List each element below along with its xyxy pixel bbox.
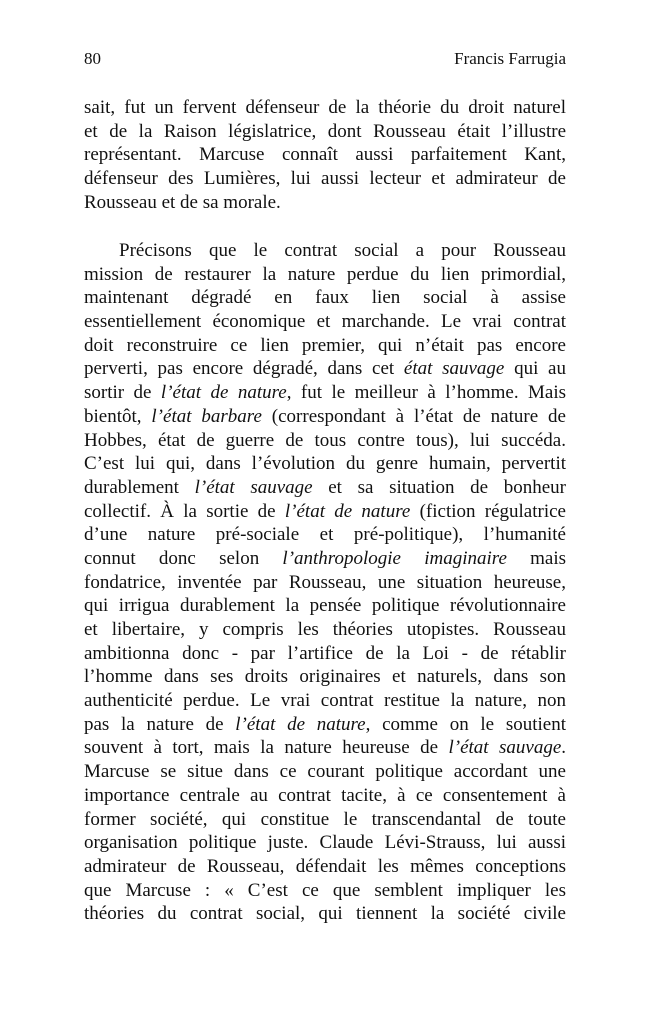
text-run: Hobbes, état de guerre de tous contre tous), lui succéda. (84, 429, 566, 451)
text-line (84, 500, 566, 524)
text-line (84, 357, 566, 381)
text-run: et de la Raison législatrice, dont Rousseau était l’illustre (84, 120, 566, 142)
text-run: . (561, 737, 567, 759)
text-run: théories du contrat social, qui tiennent la société civile (84, 903, 566, 925)
text-run: Précisons que le contrat social a pour Rousseau (119, 240, 566, 261)
text-run: , fut le meilleur à l’homme. Mais (286, 382, 567, 404)
text-line (84, 689, 566, 713)
text-run: d’une nature pré-sociale et pré-politique), l’humanité (84, 524, 566, 546)
text-run: importance centrale au contrat tacite, à ce consentement à (84, 784, 566, 806)
italic-phrase: l’état de nature (284, 500, 411, 522)
text-run: maintenant dégradé en faux lien social à assise (84, 287, 566, 309)
paragraph-1 (84, 96, 566, 214)
text-run: perverti, pas encore dégradé, dans cet (84, 358, 404, 380)
text-run: (correspondant à l’état de nature de (261, 405, 566, 427)
text-run: durablement (84, 476, 195, 498)
paragraph-2 (84, 239, 566, 926)
italic-phrase: l’état de nature (160, 382, 287, 404)
text-run: , comme on le soutient (365, 713, 566, 735)
text-run: ambitionna donc - par l’artifice de la Loi - de rétablir (84, 642, 566, 664)
text-line (84, 665, 566, 689)
text-run: et libertaire, y compris les théories utopistes. Rousseau (84, 619, 566, 640)
text-run: former société, qui constitue le transcendantal de toute (84, 808, 566, 830)
text-line (84, 143, 566, 167)
text-run: organisation politique juste. Claude Lévi-Strauss, lui aussi (84, 832, 566, 854)
text-line (84, 571, 566, 595)
page-number: 80 (84, 49, 101, 68)
text-run: connut donc selon (84, 547, 283, 569)
text-run: que Marcuse : « C’est ce que semblent impliquer les (84, 879, 566, 901)
text-run: C’est lui qui, dans l’évolution du genre humain, pervertit (84, 453, 566, 475)
text-line (84, 120, 566, 144)
text-line (84, 713, 566, 737)
text-run: sait, fut un fervent défenseur de la théorie du droit naturel (84, 97, 566, 118)
text-line (84, 831, 566, 855)
text-run: et sa situation de bonheur (312, 476, 566, 498)
text-line (84, 523, 566, 547)
text-line (84, 405, 566, 429)
text-line (84, 808, 566, 832)
text-line (84, 547, 566, 571)
italic-phrase: état sauvage (403, 358, 505, 380)
text-line (84, 784, 566, 808)
text-run: qui irrigua durablement la pensée politique révolutionnaire (84, 595, 566, 617)
italic-phrase: l’état sauvage (194, 476, 313, 498)
text-line (84, 429, 566, 453)
italic-phrase: l’état de nature (235, 713, 366, 735)
text-line (84, 334, 566, 358)
text-line (84, 902, 566, 926)
text-run: mais (506, 547, 566, 569)
text-line (84, 310, 566, 334)
text-run: défenseur des Lumières, lui aussi lecteur et admirateur de (84, 168, 566, 190)
running-head-author: Francis Farrugia (454, 49, 566, 68)
text-line (84, 618, 566, 642)
italic-phrase: l’anthropologie imaginaire (282, 547, 507, 569)
text-run: fondatrice, inventée par Rousseau, une situation heureuse, (84, 571, 566, 593)
text-run: admirateur de Rousseau, défendait les mêmes conceptions (84, 855, 566, 877)
text-run: essentiellement économique et marchande. Le vrai contrat (84, 311, 566, 333)
text-run: Rousseau et de sa morale. (84, 191, 281, 213)
text-line (84, 239, 566, 263)
text-line (84, 736, 566, 760)
text-line (84, 855, 566, 879)
text-run: Marcuse se situe dans ce courant politique accordant une (84, 761, 566, 783)
text-line (84, 594, 566, 618)
text-line (84, 879, 566, 903)
text-run: mission de restaurer la nature perdue du lien primordial, (84, 263, 566, 285)
text-line (84, 452, 566, 476)
text-line (84, 286, 566, 310)
text-line (84, 263, 566, 287)
text-run: représentant. Marcuse connaît aussi parfaitement Kant, (84, 144, 566, 166)
text-line (84, 642, 566, 666)
text-run: authenticité perdue. Le vrai contrat restitue la nature, non (84, 690, 566, 712)
text-run: l’homme dans ses droits originaires et naturels, dans son (84, 666, 566, 688)
text-run: souvent à tort, mais la nature heureuse de (84, 737, 449, 759)
text-line (84, 167, 566, 191)
italic-phrase: l’état barbare (151, 405, 262, 427)
text-line (84, 96, 566, 120)
text-run: (fiction régulatrice (410, 500, 566, 522)
text-line (84, 381, 566, 405)
text-line (84, 191, 566, 215)
text-line (84, 476, 566, 500)
italic-phrase: l’état sauvage (448, 737, 562, 759)
text-run: sortir de (84, 382, 161, 404)
page-header (84, 47, 566, 71)
text-run: doit reconstruire ce lien premier, qui n’était pas encore (84, 334, 566, 356)
text-run: qui au (504, 358, 566, 380)
text-run: pas la nature de (84, 713, 236, 735)
text-line (84, 760, 566, 784)
text-run: collectif. À la sortie de (84, 500, 285, 522)
text-run: bientôt, (84, 405, 152, 427)
